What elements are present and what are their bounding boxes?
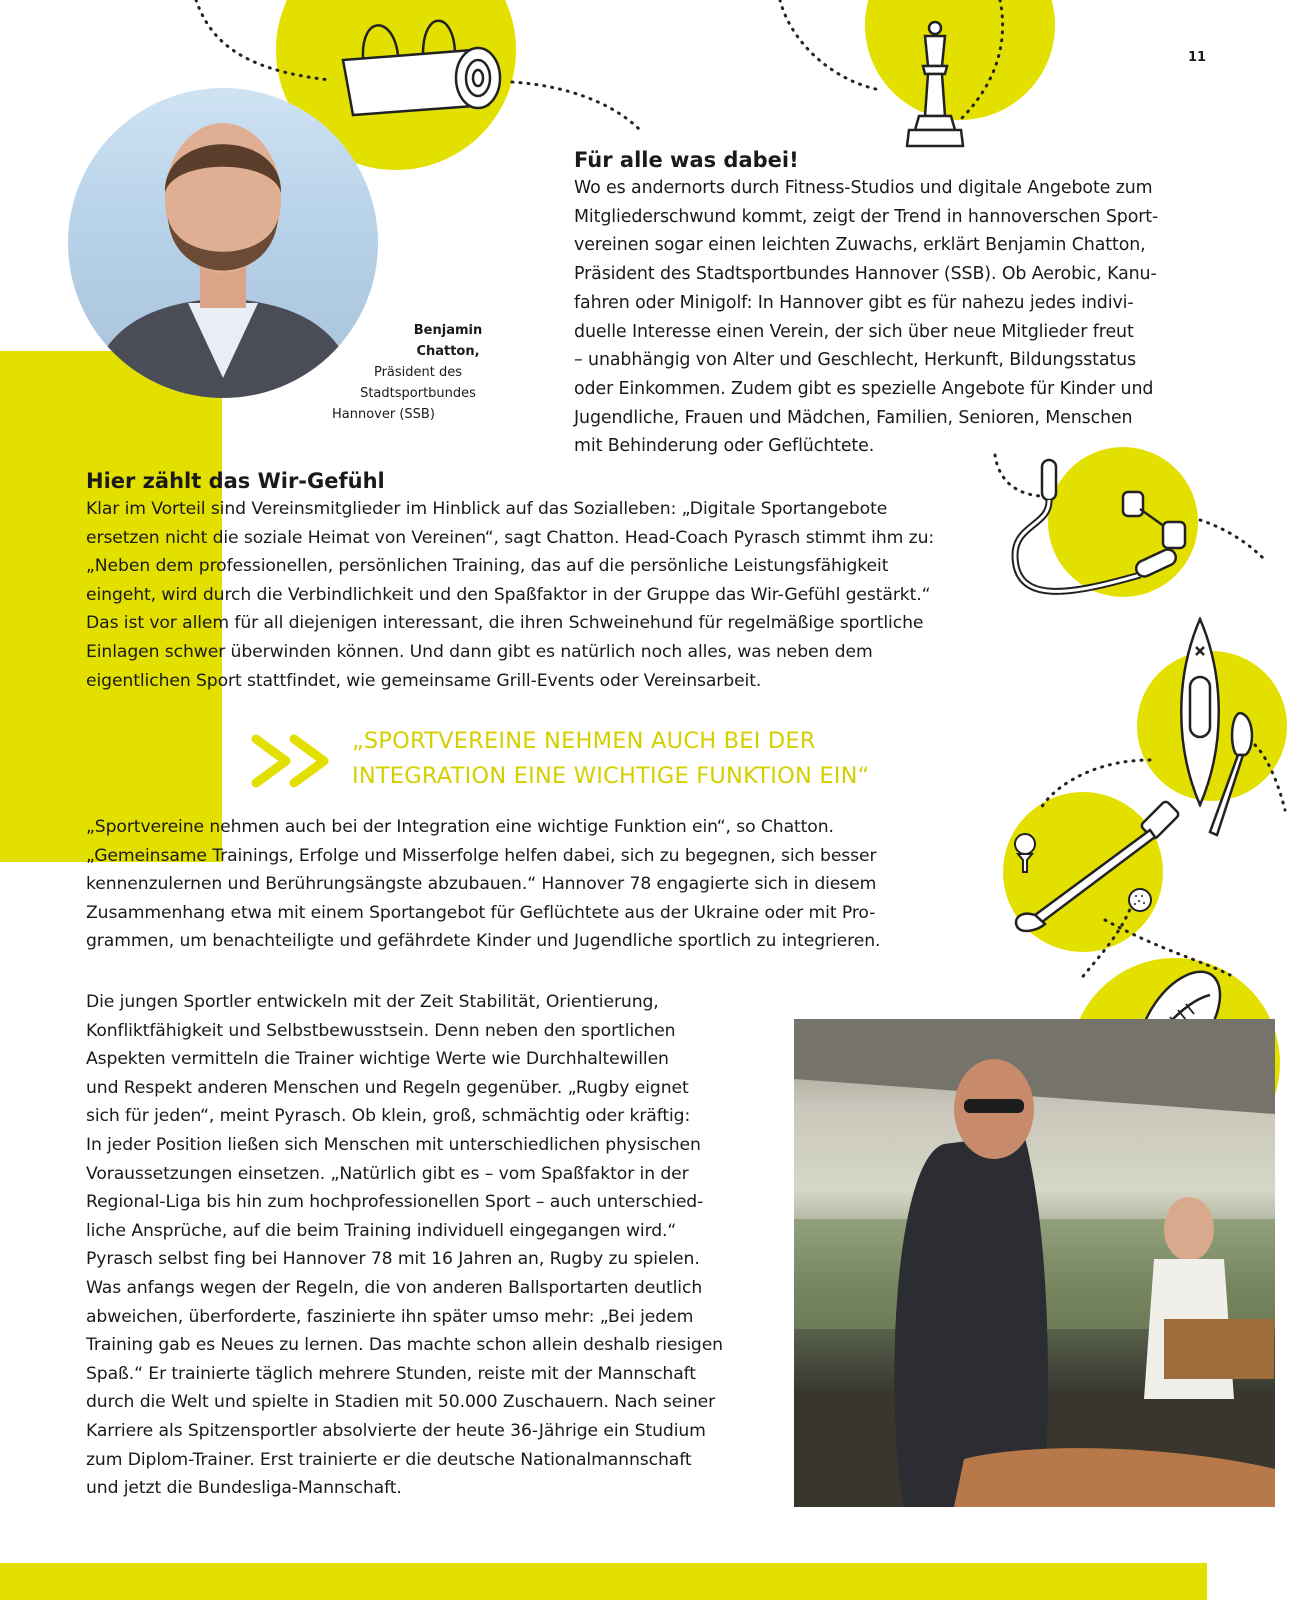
paragraph-line: – unabhängig von Alter und Geschlecht, Herkunft, Bildungsstatus [574,350,1137,371]
paragraph-line: fahren oder Minigolf: In Hannover gibt es für nahezu jedes indivi- [574,292,1134,313]
paragraph-line: durch die Welt und spielte in Stadien mit 50.000 Zuschauern. Nach seiner [86,1392,716,1413]
section-heading: Hier zählt das Wir-Gefühl [86,469,385,493]
pull-quote [352,724,972,794]
paragraph-line: „Neben dem professionellen, persönlichen Training, das auf die persönliche Leistungsfähigkeit [86,556,889,577]
double-chevron-icon [250,733,336,789]
paragraph-line: und jetzt die Bundesliga-Mannschaft. [86,1478,402,1499]
paragraph-line: eigentlichen Sport stattfindet, wie gemeinsame Grill-Events oder Vereinsarbeit. [86,670,762,691]
pull-quote-line: INTEGRATION EINE WICHTIGE FUNKTION EIN“ [352,763,870,789]
paragraph-line: Präsident des Stadtsportbundes Hannover (SSB). Ob Aerobic, Kanu- [574,264,1157,285]
paragraph-line: liche Ansprüche, auf die beim Training individuell eingegangen wird.“ [86,1220,677,1241]
paragraph-line: grammen, um benachteiligte und gefährdete Kinder und Jugendliche sportlich zu integrieren. [86,931,881,952]
dumbbell-icon [1118,487,1198,557]
section-integration [86,813,906,956]
paragraph-line: vereinen sogar einen leichten Zuwachs, erklärt Benjamin Chatton, [574,235,1146,256]
paragraph-line: eingeht, wird durch die Verbindlichkeit und den Spaßfaktor in der Gruppe das Wir-Gefühl gestärkt.“ [86,584,931,605]
paragraph-line: Konfliktfähigkeit und Selbstbewusstsein. Denn neben den sportlichen [86,1020,676,1041]
caption-name: Benjamin Chatton, [413,323,483,359]
paragraph-line: Mitgliederschwund kommt, zeigt der Trend in hannoverschen Sport- [574,206,1159,227]
grill-event-illustration [794,1019,1275,1507]
golf-tee-icon [1010,832,1040,876]
paragraph-line: kennenzulernen und Berührungsängste abzubauen.“ Hannover 78 engagierte sich in diesem [86,874,877,895]
paragraph-line: „Gemeinsame Trainings, Erfolge und Misserfolge helfen dabei, sich zu begegnen, sich besser [86,845,877,866]
paragraph-line: „Sportvereine nehmen auch bei der Integration eine wichtige Funktion ein“, so Chatton. [86,817,834,837]
paragraph-line: Spaß.“ Er trainierte täglich mehrere Stunden, reiste mit der Mannschaft [86,1363,696,1384]
paragraph-line: Karriere als Spitzensportler absolvierte der heute 36-Jährige ein Studium [86,1420,706,1441]
paragraph-line: Pyrasch selbst fing bei Hannover 78 mit 16 Jahren an, Rugby zu spielen. [86,1249,700,1270]
paragraph-line: Regional-Liga bis hin zum hochprofessionellen Sport – auch unterschied- [86,1192,704,1213]
caption-line: Stadtsportbundes [360,386,476,401]
paragraph-line: mit Behinderung oder Geflüchtete. [574,436,875,457]
caption-line: Hannover (SSB) [332,407,435,422]
paragraph-line: Klar im Vorteil sind Vereinsmitglieder im Hinblick auf das Sozialleben: „Digitale Sportangebote [86,499,888,519]
paddle-icon [1205,710,1265,840]
section-heading: Für alle was dabei! [574,148,799,172]
paragraph-line: Wo es andernorts durch Fitness-Studios und digitale Angebote zum [574,178,1153,198]
yoga-mat-icon [323,10,513,120]
paragraph-line: Zusammenhang etwa mit einem Sportangebot für Geflüchtete aus der Ukraine oder mit Pro- [86,902,876,923]
paragraph-line: sich für jeden“, meint Pyrasch. Ob klein, groß, schmächtig oder kräftig: [86,1106,691,1127]
grill-event-photo [794,1019,1275,1507]
portrait-caption [328,320,508,425]
paragraph-line: Was anfangs wegen der Regeln, die von anderen Ballsportarten deutlich [86,1277,703,1298]
paragraph-line: Jugendliche, Frauen und Mädchen, Familien, Senioren, Menschen [574,407,1133,428]
section-wir-gefuehl [86,467,986,695]
paragraph-line: abweichen, überforderte, faszinierte ihn später umso mehr: „Bei jedem [86,1306,694,1327]
chess-king-icon [895,18,975,158]
paragraph-line: Aspekten vermitteln die Trainer wichtige Werte wie Durchhaltewillen [86,1049,669,1070]
paragraph-line: Die jungen Sportler entwickeln mit der Zeit Stabilität, Orientierung, [86,992,659,1012]
paragraph-line: duelle Interesse einen Verein, der sich über neue Mitglieder freut [574,321,1134,342]
section-fuer-alle [574,146,1194,461]
paragraph-line: Das ist vor allem für all diejenigen interessant, die ihren Schweinehund für regelmäßige sportliche [86,613,924,634]
pull-quote-line: „SPORTVEREINE NEHMEN AUCH BEI DER [352,728,816,754]
paragraph-line: Voraussetzungen einsetzen. „Natürlich gibt es – vom Spaßfaktor in der [86,1163,689,1184]
paragraph-line: In jeder Position ließen sich Menschen mit unterschiedlichen physischen [86,1134,701,1155]
caption-line: Präsident des [373,365,463,380]
paragraph-line: Einlagen schwer überwinden können. Und dann gibt es natürlich noch alles, was neben dem [86,641,873,662]
paragraph-line: oder Einkommen. Zudem gibt es spezielle Angebote für Kinder und [574,378,1154,399]
paragraph-line: und Respekt anderen Menschen und Regeln gegenüber. „Rugby eignet [86,1077,689,1098]
paragraph-line: zum Diplom-Trainer. Erst trainierte er die deutsche Nationalmannschaft [86,1449,692,1470]
page-number: 11 [1188,50,1207,65]
section-bottom [86,988,726,1503]
paragraph-line: ersetzen nicht die soziale Heimat von Vereinen“, sagt Chatton. Head-Coach Pyrasch stimmt ihm zu: [86,527,935,548]
paragraph-line: Training gab es Neues zu lernen. Das machte schon allein deshalb riesigen [86,1335,723,1356]
bottom-accent-bar [0,1563,1207,1600]
golf-ball-icon [1125,885,1155,915]
